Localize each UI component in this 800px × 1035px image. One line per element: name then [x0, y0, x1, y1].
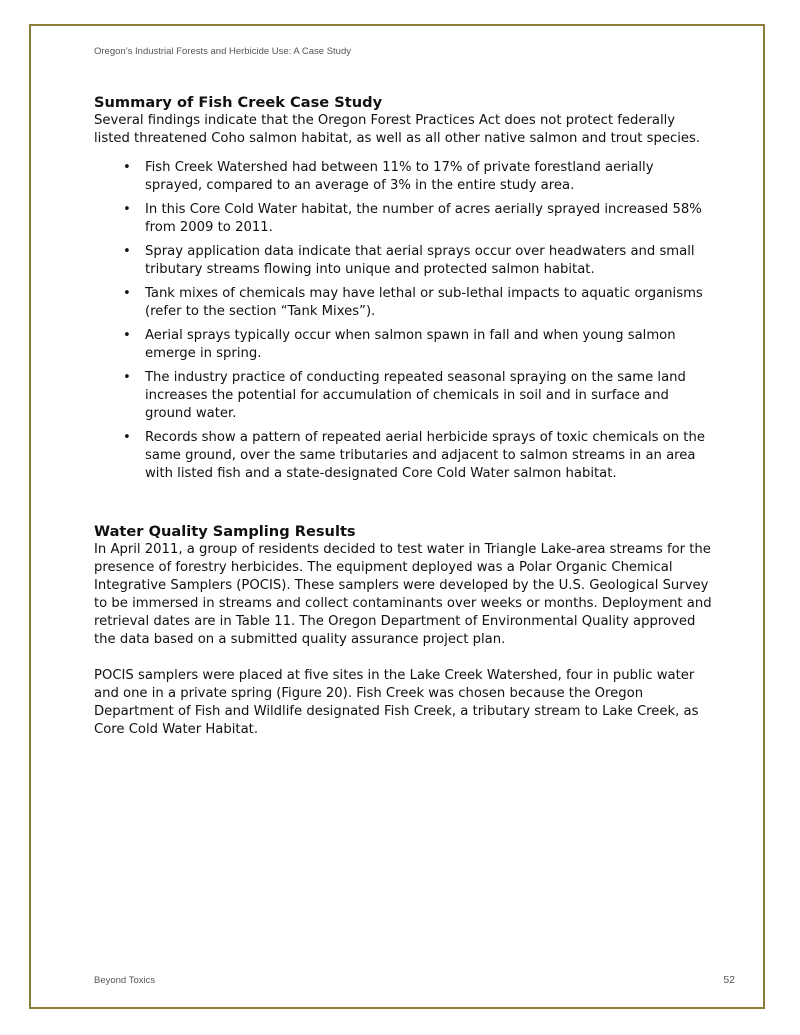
list-item: • Aerial sprays typically occur when salmon spawn in fall and when young salmon emerge in spring.: [123, 328, 676, 361]
list-item: • Records show a pattern of repeated aerial herbicide sprays of toxic chemicals on the same ground, over the same tributaries and adjacent to salmon streams in an area with listed fish and a state-designated Core Cold Water salmon habitat.: [123, 430, 705, 481]
bullet-icon: •: [123, 202, 131, 217]
list-item: • Spray application data indicate that aerial sprays occur over headwaters and small tributary streams flowing into unique and protected salmon habitat.: [123, 244, 695, 277]
bullet-icon: •: [123, 430, 131, 445]
page-number: 52: [723, 974, 735, 986]
pocis-paragraph: POCIS samplers were placed at five sites in the Lake Creek Watershed, four in public water and one in a private spring (Figure 20). Fish Creek was chosen because the Oregon Department of Fish and Wildlife designated Fish Creek, a tributary stream to Lake Creek, as Core Cold Water Habitat.: [94, 668, 699, 737]
findings-list: [94, 159, 714, 483]
list-item: • Tank mixes of chemicals may have lethal or sub-lethal impacts to aquatic organisms (refer to the section “Tank Mixes”).: [123, 286, 703, 319]
bullet-icon: •: [123, 370, 131, 385]
bullet-icon: •: [123, 328, 131, 343]
footer-organization: Beyond Toxics: [94, 975, 156, 986]
water-quality-heading: Water Quality Sampling Results: [94, 523, 356, 540]
bullet-icon: •: [123, 286, 131, 301]
page-content: [94, 94, 714, 739]
summary-intro: Several findings indicate that the Oregon Forest Practices Act does not protect federally listed threatened Coho salmon habitat, as well as all other native salmon and trout species.: [94, 113, 701, 146]
summary-heading: Summary of Fish Creek Case Study: [94, 94, 383, 111]
list-item: • The industry practice of conducting repeated seasonal spraying on the same land increases the potential for accumulation of chemicals in soil and in surface and ground water.: [123, 370, 686, 421]
water-quality-section: [94, 523, 714, 739]
bullet-icon: •: [123, 244, 131, 259]
list-item: • Fish Creek Watershed had between 11% to 17% of private forestland aerially sprayed, compared to an average of 3% in the entire study area.: [123, 160, 654, 193]
running-header: Oregon’s Industrial Forests and Herbicide Use: A Case Study: [94, 46, 351, 57]
water-quality-paragraph: In April 2011, a group of residents decided to test water in Triangle Lake-area streams for the presence of forestry herbicides. The equipment deployed was a Polar Organic Chemical Integrative Samplers (POCIS). These samplers were developed by the U.S. Geological Survey to be immersed in streams and collect contaminants over weeks or months. Deployment and retrieval dates are in Table 11. The Oregon Department of Environmental Quality approved the data based on a submitted quality assurance project plan.: [94, 542, 712, 647]
list-item: • In this Core Cold Water habitat, the number of acres aerially sprayed increased 58% from 2009 to 2011.: [123, 202, 702, 235]
bullet-icon: •: [123, 160, 131, 175]
